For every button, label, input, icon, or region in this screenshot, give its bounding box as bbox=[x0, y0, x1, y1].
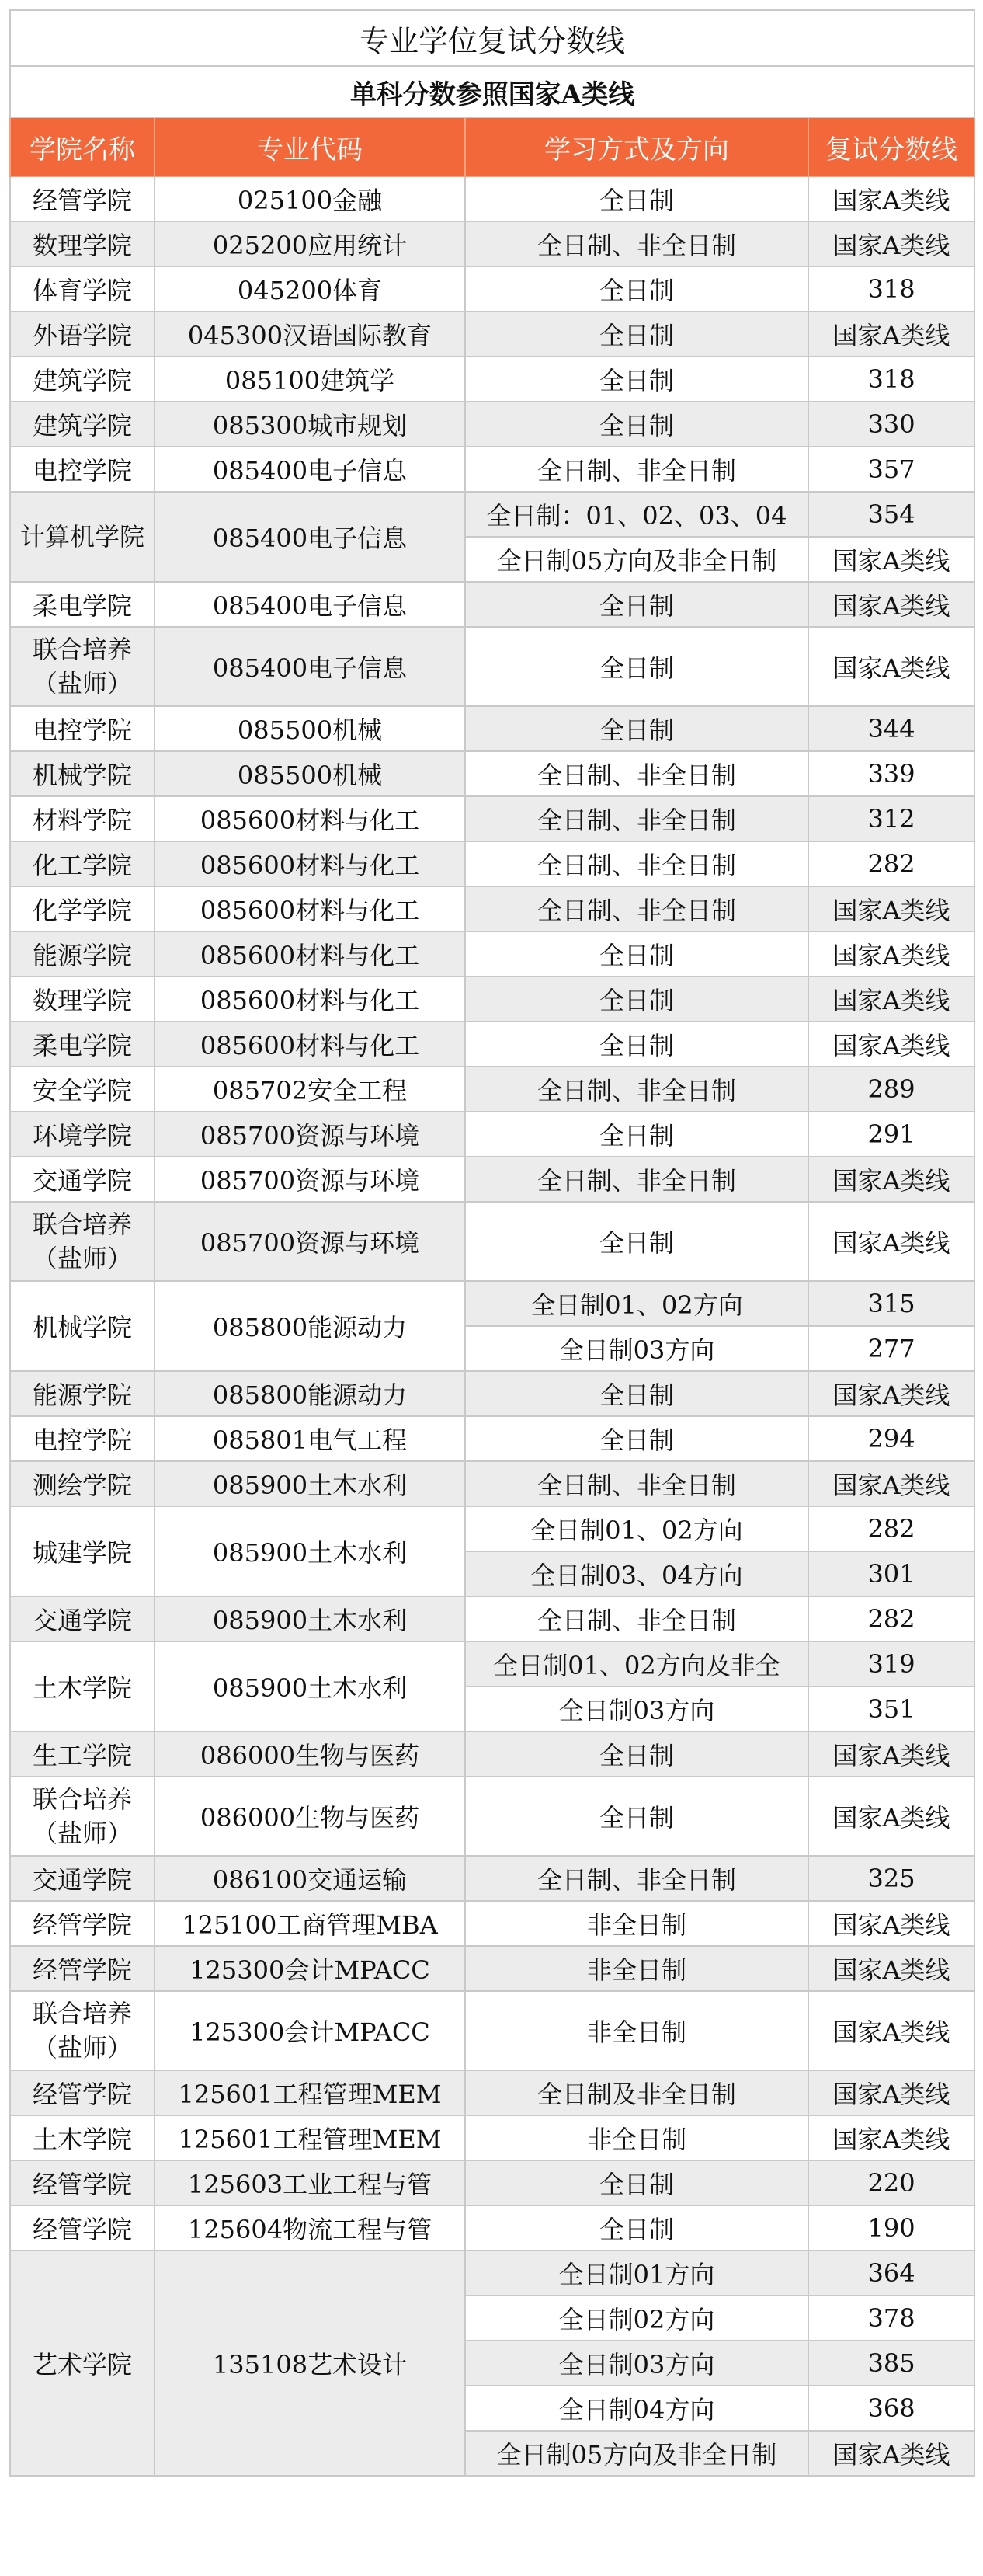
mode-cell: 全日制、非全日制 bbox=[465, 796, 808, 841]
table-row bbox=[10, 2070, 974, 2115]
mode-cell: 非全日制 bbox=[465, 1991, 808, 2070]
college-cell: 安全学院 bbox=[10, 1067, 155, 1112]
college-cell: 柔电学院 bbox=[10, 582, 155, 627]
code-cell: 125300会计MPACC bbox=[155, 1991, 465, 2070]
score-cell: 国家A类线 bbox=[808, 1777, 974, 1856]
mode-cell: 全日制 bbox=[465, 1022, 808, 1067]
table-row bbox=[10, 1416, 974, 1461]
table-row bbox=[10, 796, 974, 841]
mode-cell: 全日制 bbox=[465, 1371, 808, 1416]
score-cell: 国家A类线 bbox=[808, 886, 974, 931]
table-row bbox=[10, 492, 974, 537]
mode-cell: 全日制 bbox=[465, 2205, 808, 2251]
code-cell: 085600材料与化工 bbox=[155, 1022, 465, 1067]
mode-cell: 全日制 bbox=[465, 357, 808, 402]
mode-cell: 全日制03、04方向 bbox=[465, 1551, 808, 1596]
code-cell: 085500机械 bbox=[155, 751, 465, 796]
table-row bbox=[10, 357, 974, 402]
college-cell: 经管学院 bbox=[10, 1901, 155, 1946]
score-cell: 385 bbox=[808, 2341, 974, 2386]
score-cell: 277 bbox=[808, 1326, 974, 1371]
table-row bbox=[10, 1596, 974, 1641]
mode-cell: 全日制、非全日制 bbox=[465, 1856, 808, 1901]
mode-cell: 全日制、非全日制 bbox=[465, 1461, 808, 1506]
table-row bbox=[10, 1856, 974, 1901]
mode-cell: 非全日制 bbox=[465, 2115, 808, 2160]
score-cell: 318 bbox=[808, 357, 974, 402]
mode-cell: 全日制、非全日制 bbox=[465, 1596, 808, 1641]
code-cell: 085600材料与化工 bbox=[155, 976, 465, 1022]
score-cell: 318 bbox=[808, 266, 974, 312]
table-row bbox=[10, 266, 974, 312]
score-cell: 国家A类线 bbox=[808, 176, 974, 221]
score-cell: 364 bbox=[808, 2251, 974, 2296]
code-cell: 085800能源动力 bbox=[155, 1371, 465, 1416]
table-row bbox=[10, 402, 974, 447]
college-cell: 经管学院 bbox=[10, 2070, 155, 2115]
code-cell: 085400电子信息 bbox=[155, 447, 465, 492]
college-cell: 外语学院 bbox=[10, 312, 155, 357]
college-cell: 经管学院 bbox=[10, 176, 155, 221]
college-cell: 经管学院 bbox=[10, 1946, 155, 1991]
college-cell: 联合培养（盐师） bbox=[10, 1202, 155, 1281]
table-title: 专业学位复试分数线 bbox=[10, 10, 974, 66]
header-mode: 学习方式及方向 bbox=[465, 117, 808, 176]
code-cell: 085700资源与环境 bbox=[155, 1112, 465, 1157]
college-cell: 经管学院 bbox=[10, 2160, 155, 2205]
college-cell: 环境学院 bbox=[10, 1112, 155, 1157]
code-cell: 125100工商管理MBA bbox=[155, 1901, 465, 1946]
college-cell: 联合培养（盐师） bbox=[10, 1777, 155, 1856]
mode-cell: 全日制：01、02、03、04 bbox=[465, 492, 808, 537]
score-cell: 国家A类线 bbox=[808, 537, 974, 582]
code-cell: 085900土木水利 bbox=[155, 1641, 465, 1732]
mode-cell: 全日制、非全日制 bbox=[465, 886, 808, 931]
score-cell: 354 bbox=[808, 492, 974, 537]
college-cell: 能源学院 bbox=[10, 1371, 155, 1416]
score-cell: 国家A类线 bbox=[808, 1461, 974, 1506]
mode-cell: 全日制05方向及非全日制 bbox=[465, 537, 808, 582]
score-cell: 国家A类线 bbox=[808, 1022, 974, 1067]
mode-cell: 全日制 bbox=[465, 1777, 808, 1856]
code-cell: 085600材料与化工 bbox=[155, 931, 465, 976]
code-cell: 085900土木水利 bbox=[155, 1461, 465, 1506]
code-cell: 085702安全工程 bbox=[155, 1067, 465, 1112]
code-cell: 085400电子信息 bbox=[155, 627, 465, 706]
table-row bbox=[10, 1281, 974, 1326]
college-cell: 数理学院 bbox=[10, 221, 155, 266]
score-cell: 国家A类线 bbox=[808, 976, 974, 1022]
score-cell: 国家A类线 bbox=[808, 931, 974, 976]
score-cell: 368 bbox=[808, 2386, 974, 2431]
college-cell: 测绘学院 bbox=[10, 1461, 155, 1506]
score-cell: 315 bbox=[808, 1281, 974, 1326]
score-cell: 国家A类线 bbox=[808, 1946, 974, 1991]
mode-cell: 全日制 bbox=[465, 582, 808, 627]
score-cell: 190 bbox=[808, 2205, 974, 2251]
score-cell: 378 bbox=[808, 2296, 974, 2341]
code-cell: 085900土木水利 bbox=[155, 1596, 465, 1641]
code-cell: 125300会计MPACC bbox=[155, 1946, 465, 1991]
score-cell: 国家A类线 bbox=[808, 1371, 974, 1416]
college-cell: 化学学院 bbox=[10, 886, 155, 931]
table-row bbox=[10, 1202, 974, 1281]
mode-cell: 全日制、非全日制 bbox=[465, 841, 808, 886]
mode-cell: 全日制 bbox=[465, 312, 808, 357]
college-cell: 城建学院 bbox=[10, 1506, 155, 1596]
table-row bbox=[10, 706, 974, 751]
college-cell: 电控学院 bbox=[10, 447, 155, 492]
table-row bbox=[10, 2251, 974, 2296]
score-cell: 351 bbox=[808, 1687, 974, 1732]
code-cell: 125603工业工程与管 bbox=[155, 2160, 465, 2205]
score-cell: 289 bbox=[808, 1067, 974, 1112]
code-cell: 085600材料与化工 bbox=[155, 841, 465, 886]
code-cell: 085400电子信息 bbox=[155, 582, 465, 627]
mode-cell: 全日制03方向 bbox=[465, 2341, 808, 2386]
score-cell: 312 bbox=[808, 796, 974, 841]
table-body bbox=[10, 176, 974, 2476]
table-subtitle: 单科分数参照国家A类线 bbox=[10, 66, 974, 117]
score-cell: 319 bbox=[808, 1641, 974, 1687]
table-row bbox=[10, 1371, 974, 1416]
table-row bbox=[10, 1112, 974, 1157]
college-cell: 电控学院 bbox=[10, 1416, 155, 1461]
score-cell: 282 bbox=[808, 841, 974, 886]
score-cell: 344 bbox=[808, 706, 974, 751]
table-row bbox=[10, 931, 974, 976]
code-cell: 085400电子信息 bbox=[155, 492, 465, 582]
mode-cell: 全日制01、02方向及非全 bbox=[465, 1641, 808, 1687]
college-cell: 建筑学院 bbox=[10, 357, 155, 402]
score-cell: 国家A类线 bbox=[808, 312, 974, 357]
table-row bbox=[10, 1777, 974, 1856]
score-cell: 国家A类线 bbox=[808, 627, 974, 706]
table-row bbox=[10, 1506, 974, 1551]
mode-cell: 全日制 bbox=[465, 706, 808, 751]
table-row bbox=[10, 1991, 974, 2070]
college-cell: 交通学院 bbox=[10, 1856, 155, 1901]
code-cell: 125601工程管理MEM bbox=[155, 2115, 465, 2160]
table-row bbox=[10, 447, 974, 492]
table-row bbox=[10, 221, 974, 266]
mode-cell: 全日制04方向 bbox=[465, 2386, 808, 2431]
table-row bbox=[10, 176, 974, 221]
college-cell: 土木学院 bbox=[10, 1641, 155, 1732]
code-cell: 125604物流工程与管 bbox=[155, 2205, 465, 2251]
code-cell: 085500机械 bbox=[155, 706, 465, 751]
table-row bbox=[10, 1067, 974, 1112]
mode-cell: 全日制、非全日制 bbox=[465, 447, 808, 492]
mode-cell: 全日制 bbox=[465, 1112, 808, 1157]
table-row bbox=[10, 1461, 974, 1506]
mode-cell: 全日制01、02方向 bbox=[465, 1281, 808, 1326]
table-row bbox=[10, 1732, 974, 1777]
score-cell: 国家A类线 bbox=[808, 2115, 974, 2160]
score-cell: 国家A类线 bbox=[808, 582, 974, 627]
code-cell: 085800能源动力 bbox=[155, 1281, 465, 1371]
score-cell: 国家A类线 bbox=[808, 1991, 974, 2070]
score-cell: 220 bbox=[808, 2160, 974, 2205]
table-row bbox=[10, 312, 974, 357]
college-cell: 生工学院 bbox=[10, 1732, 155, 1777]
score-cell: 国家A类线 bbox=[808, 221, 974, 266]
score-cell: 291 bbox=[808, 1112, 974, 1157]
score-cell: 282 bbox=[808, 1506, 974, 1551]
table-row bbox=[10, 2205, 974, 2251]
table-row bbox=[10, 976, 974, 1022]
header-college: 学院名称 bbox=[10, 117, 155, 176]
score-cell: 357 bbox=[808, 447, 974, 492]
score-cell: 国家A类线 bbox=[808, 1202, 974, 1281]
score-table bbox=[9, 9, 975, 2477]
college-cell: 经管学院 bbox=[10, 2205, 155, 2251]
mode-cell: 全日制03方向 bbox=[465, 1326, 808, 1371]
code-cell: 085300城市规划 bbox=[155, 402, 465, 447]
mode-cell: 全日制、非全日制 bbox=[465, 1067, 808, 1112]
mode-cell: 全日制02方向 bbox=[465, 2296, 808, 2341]
score-cell: 282 bbox=[808, 1596, 974, 1641]
college-cell: 交通学院 bbox=[10, 1596, 155, 1641]
score-cell: 国家A类线 bbox=[808, 2070, 974, 2115]
code-cell: 135108艺术设计 bbox=[155, 2251, 465, 2476]
mode-cell: 全日制03方向 bbox=[465, 1687, 808, 1732]
code-cell: 045300汉语国际教育 bbox=[155, 312, 465, 357]
mode-cell: 全日制、非全日制 bbox=[465, 751, 808, 796]
mode-cell: 全日制 bbox=[465, 627, 808, 706]
college-cell: 能源学院 bbox=[10, 931, 155, 976]
code-cell: 086100交通运输 bbox=[155, 1856, 465, 1901]
mode-cell: 全日制 bbox=[465, 402, 808, 447]
college-cell: 计算机学院 bbox=[10, 492, 155, 582]
college-cell: 联合培养（盐师） bbox=[10, 627, 155, 706]
table-row bbox=[10, 886, 974, 931]
score-cell: 330 bbox=[808, 402, 974, 447]
score-cell: 339 bbox=[808, 751, 974, 796]
score-table-container bbox=[9, 9, 974, 2477]
code-cell: 085600材料与化工 bbox=[155, 796, 465, 841]
code-cell: 086000生物与医药 bbox=[155, 1777, 465, 1856]
code-cell: 085700资源与环境 bbox=[155, 1157, 465, 1202]
mode-cell: 全日制 bbox=[465, 2160, 808, 2205]
code-cell: 085900土木水利 bbox=[155, 1506, 465, 1596]
score-cell: 301 bbox=[808, 1551, 974, 1596]
mode-cell: 全日制05方向及非全日制 bbox=[465, 2431, 808, 2476]
table-row bbox=[10, 1022, 974, 1067]
college-cell: 建筑学院 bbox=[10, 402, 155, 447]
code-cell: 085600材料与化工 bbox=[155, 886, 465, 931]
score-cell: 国家A类线 bbox=[808, 1157, 974, 1202]
table-row bbox=[10, 2115, 974, 2160]
code-cell: 085801电气工程 bbox=[155, 1416, 465, 1461]
table-row bbox=[10, 841, 974, 886]
score-cell: 国家A类线 bbox=[808, 2431, 974, 2476]
mode-cell: 非全日制 bbox=[465, 1901, 808, 1946]
college-cell: 柔电学院 bbox=[10, 1022, 155, 1067]
college-cell: 化工学院 bbox=[10, 841, 155, 886]
table-row bbox=[10, 627, 974, 706]
college-cell: 土木学院 bbox=[10, 2115, 155, 2160]
college-cell: 机械学院 bbox=[10, 751, 155, 796]
mode-cell: 全日制、非全日制 bbox=[465, 221, 808, 266]
college-cell: 艺术学院 bbox=[10, 2251, 155, 2476]
college-cell: 数理学院 bbox=[10, 976, 155, 1022]
mode-cell: 全日制、非全日制 bbox=[465, 1157, 808, 1202]
mode-cell: 全日制 bbox=[465, 176, 808, 221]
table-row bbox=[10, 1157, 974, 1202]
mode-cell: 全日制及非全日制 bbox=[465, 2070, 808, 2115]
mode-cell: 全日制 bbox=[465, 1416, 808, 1461]
code-cell: 085700资源与环境 bbox=[155, 1202, 465, 1281]
code-cell: 125601工程管理MEM bbox=[155, 2070, 465, 2115]
table-row bbox=[10, 1901, 974, 1946]
code-cell: 085100建筑学 bbox=[155, 357, 465, 402]
mode-cell: 全日制 bbox=[465, 1732, 808, 1777]
score-cell: 国家A类线 bbox=[808, 1732, 974, 1777]
header-score: 复试分数线 bbox=[808, 117, 974, 176]
mode-cell: 全日制01方向 bbox=[465, 2251, 808, 2296]
header-code: 专业代码 bbox=[155, 117, 465, 176]
table-row bbox=[10, 582, 974, 627]
table-row bbox=[10, 2160, 974, 2205]
college-cell: 体育学院 bbox=[10, 266, 155, 312]
mode-cell: 非全日制 bbox=[465, 1946, 808, 1991]
mode-cell: 全日制 bbox=[465, 931, 808, 976]
college-cell: 交通学院 bbox=[10, 1157, 155, 1202]
college-cell: 材料学院 bbox=[10, 796, 155, 841]
table-row bbox=[10, 1946, 974, 1991]
mode-cell: 全日制 bbox=[465, 976, 808, 1022]
code-cell: 025200应用统计 bbox=[155, 221, 465, 266]
mode-cell: 全日制 bbox=[465, 266, 808, 312]
score-cell: 国家A类线 bbox=[808, 1901, 974, 1946]
code-cell: 045200体育 bbox=[155, 266, 465, 312]
score-cell: 325 bbox=[808, 1856, 974, 1901]
mode-cell: 全日制 bbox=[465, 1202, 808, 1281]
score-cell: 294 bbox=[808, 1416, 974, 1461]
code-cell: 086000生物与医药 bbox=[155, 1732, 465, 1777]
table-row bbox=[10, 751, 974, 796]
mode-cell: 全日制01、02方向 bbox=[465, 1506, 808, 1551]
code-cell: 025100金融 bbox=[155, 176, 465, 221]
table-row bbox=[10, 1641, 974, 1687]
college-cell: 联合培养（盐师） bbox=[10, 1991, 155, 2070]
college-cell: 机械学院 bbox=[10, 1281, 155, 1371]
college-cell: 电控学院 bbox=[10, 706, 155, 751]
